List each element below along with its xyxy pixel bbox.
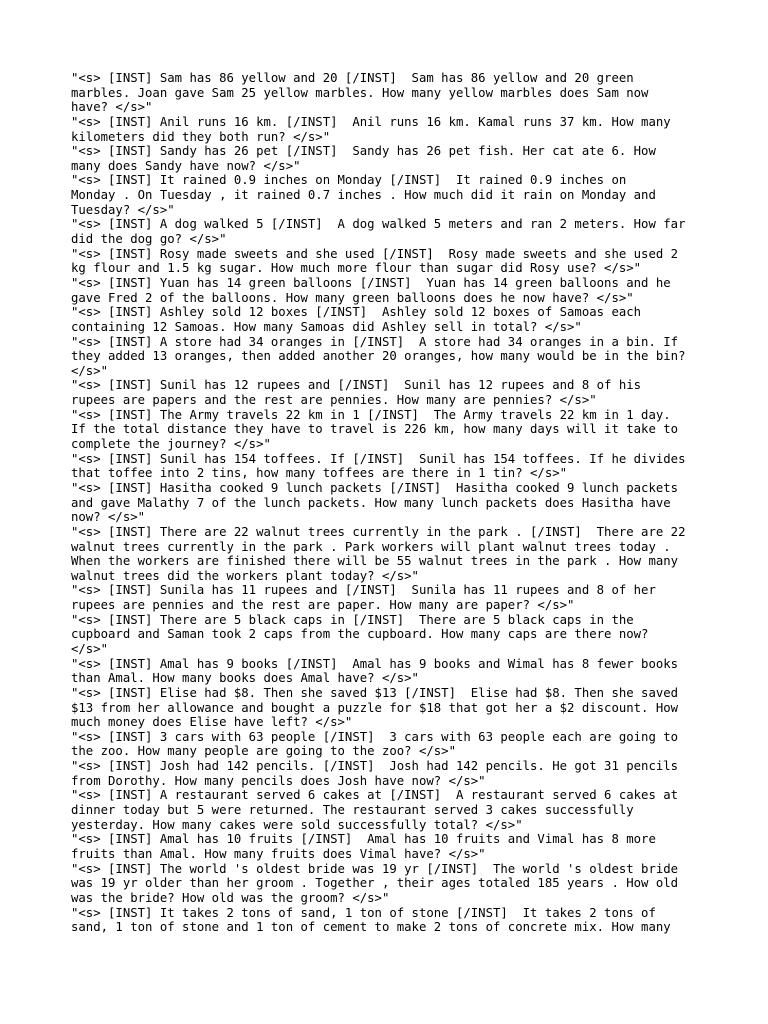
text-line: "<s> [INST] Sam has 86 yellow and 20 [/INST] Sam has 86 yellow and 20 green	[71, 71, 634, 85]
text-line: now? </s>"	[71, 510, 146, 525]
text-line: When the workers are finished there will be 55 walnut trees in the park . How many	[71, 554, 679, 569]
text-line: Monday . On Tuesday , it rained 0.7 inches . How much did it rain on Monday and	[71, 188, 656, 203]
text-line: rupees are pennies and the rest are paper. How many are paper? </s>"	[71, 598, 575, 613]
text-line: that toffee into 2 tins, how many toffees are there in 1 tin? </s>"	[71, 466, 568, 481]
text-line: "<s> [INST] It rained 0.9 inches on Monday [/INST] It rained 0.9 inches on	[71, 173, 627, 188]
text-line: "<s> [INST] There are 22 walnut trees currently in the park . [/INST] There are 22	[71, 524, 686, 539]
text-line: yesterday. How many cakes were sold successfully total? </s>"	[71, 817, 523, 832]
text-line: containing 12 Samoas. How many Samoas did Ashley sell in total? </s>"	[71, 319, 582, 334]
text-line: "<s> [INST] Sunil has 12 rupees and [/INST] Sunil has 12 rupees and 8 of his	[71, 378, 642, 393]
text-line: walnut trees currently in the park . Park workers will plant walnut trees today .	[71, 539, 671, 554]
text-line: "<s> [INST] A store had 34 oranges in [/INST] A store had 34 oranges in a bin. If	[71, 334, 679, 349]
text-line: "<s> [INST] It takes 2 tons of sand, 1 ton of stone [/INST] It takes 2 tons of	[71, 905, 656, 920]
text-line: "<s> [INST] 3 cars with 63 people [/INST] 3 cars with 63 people each are going to	[71, 729, 679, 744]
text-line: </s>"	[71, 363, 109, 378]
text-line: If the total distance they have to travel is 226 km, how many days will it take to	[71, 422, 679, 437]
text-line: "<s> [INST] A restaurant served 6 cakes at [/INST] A restaurant served 6 cakes at	[71, 788, 679, 803]
text-line: "<s> [INST] Amal has 9 books [/INST] Amal has 9 books and Wimal has 8 fewer books	[71, 656, 679, 671]
text-line: walnut trees did the workers plant today? </s>"	[71, 568, 419, 583]
text-line: complete the journey? </s>"	[71, 437, 271, 452]
text-line: "<s> [INST] Sunila has 11 rupees and [/INST] Sunila has 11 rupees and 8 of her	[71, 583, 656, 598]
text-line: kg flour and 1.5 kg sugar. How much more flour than sugar did Rosy use? </s>"	[71, 261, 642, 276]
text-line: "<s> [INST] There are 5 black caps in [/INST] There are 5 black caps in the	[71, 612, 634, 627]
text-line: "<s> [INST] The Army travels 22 km in 1 [/INST] The Army travels 22 km in 1 day.	[71, 407, 671, 422]
text-line: "<s> [INST] Anil runs 16 km. [/INST] Anil runs 16 km. Kamal runs 37 km. How many	[71, 114, 671, 129]
text-line: marbles. Joan gave Sam 25 yellow marbles. How many yellow marbles does Sam now	[71, 85, 649, 100]
text-line: "<s> [INST] Sunil has 154 toffees. If [/INST] Sunil has 154 toffees. If he divides	[71, 451, 686, 466]
text-line: "<s> [INST] Josh had 142 pencils. [/INST] Josh had 142 pencils. He got 31 pencils	[71, 759, 679, 774]
text-line: "<s> [INST] A dog walked 5 [/INST] A dog walked 5 meters and ran 2 meters. How far	[71, 217, 686, 232]
text-line: "<s> [INST] Ashley sold 12 boxes [/INST] Ashley sold 12 boxes of Samoas each	[71, 305, 642, 320]
text-line: than Amal. How many books does Amal have? </s>"	[71, 671, 419, 686]
text-line: much money does Elise have left? </s>"	[71, 715, 353, 730]
text-line: sand, 1 ton of stone and 1 ton of cement to make 2 tons of concrete mix. How many	[71, 920, 671, 935]
text-line: cupboard and Saman took 2 caps from the cupboard. How many caps are there now?	[71, 627, 649, 642]
text-line: was 19 yr older than her groom . Together , their ages totaled 185 years . How old	[71, 876, 679, 891]
text-line: "<s> [INST] Amal has 10 fruits [/INST] Amal has 10 fruits and Vimal has 8 more	[71, 832, 656, 847]
text-line: "<s> [INST] Sandy has 26 pet [/INST] Sandy has 26 pet fish. Her cat ate 6. How	[71, 144, 656, 159]
text-line: </s>"	[71, 641, 109, 656]
text-line: fruits than Amal. How many fruits does Vimal have? </s>"	[71, 846, 486, 861]
text-line: did the dog go? </s>"	[71, 232, 227, 247]
text-line: kilometers did they both run? </s>"	[71, 129, 331, 144]
text-line: many does Sandy have now? </s>"	[71, 158, 301, 173]
text-line: "<s> [INST] The world 's oldest bride was 19 yr [/INST] The world 's oldest bride	[71, 861, 679, 876]
text-line: have? </s>"	[71, 100, 153, 115]
text-line: Tuesday? </s>"	[71, 202, 175, 217]
text-line: "<s> [INST] Rosy made sweets and she used [/INST] Rosy made sweets and she used 2	[71, 246, 679, 261]
text-line: "<s> [INST] Elise had $8. Then she saved $13 [/INST] Elise had $8. Then she saved	[71, 685, 679, 700]
text-line: $13 from her allowance and bought a puzzle for $18 that got her a $2 discount. How	[71, 700, 679, 715]
document-page	[71, 71, 707, 951]
text-line: "<s> [INST] Hasitha cooked 9 lunch packets [/INST] Hasitha cooked 9 lunch packets	[71, 480, 679, 495]
text-line: from Dorothy. How many pencils does Josh have now? </s>"	[71, 773, 486, 788]
text-line: gave Fred 2 of the balloons. How many green balloons does he now have? </s>"	[71, 290, 634, 305]
text-line: "<s> [INST] Yuan has 14 green balloons [/INST] Yuan has 14 green balloons and he	[71, 275, 671, 290]
text-line: was the bride? How old was the groom? </s>"	[71, 890, 390, 905]
text-line	[71, 935, 707, 950]
text-line: rupees are papers and the rest are pennies. How many are pennies? </s>"	[71, 393, 597, 408]
text-line: dinner today but 5 were returned. The restaurant served 3 cakes successfully	[71, 803, 634, 818]
text-line: they added 13 oranges, then added another 20 oranges, how many would be in the bin?	[71, 349, 686, 364]
text-line: the zoo. How many people are going to the zoo? </s>"	[71, 744, 456, 759]
text-line: and gave Malathy 7 of the lunch packets. How many lunch packets does Hasitha have	[71, 495, 671, 510]
